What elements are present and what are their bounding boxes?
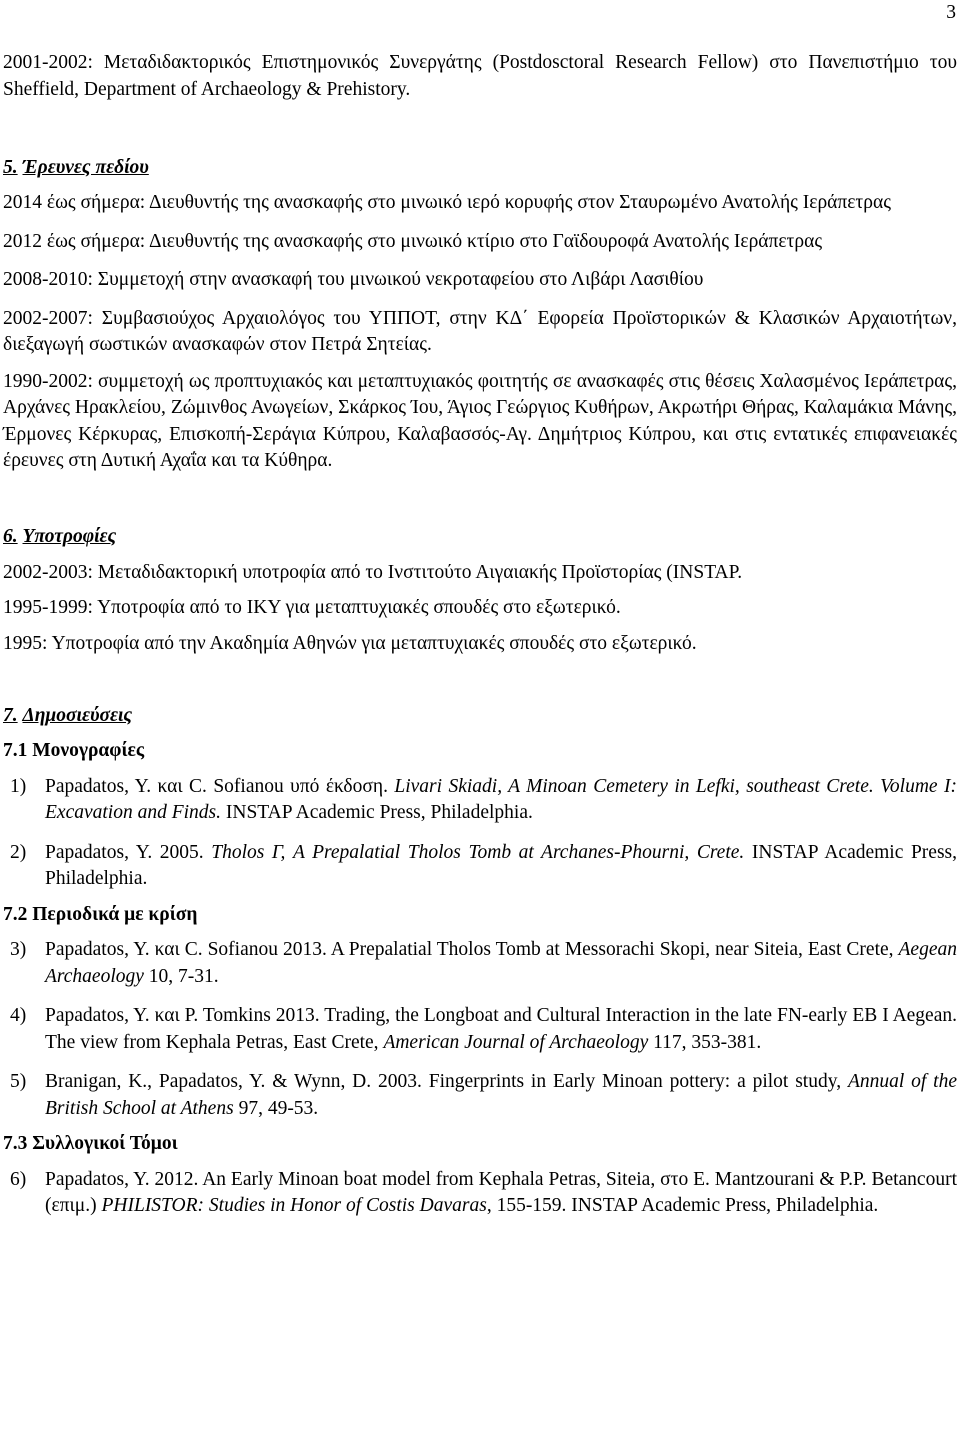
section-7-heading [3, 702, 957, 730]
scholarship-item: 2002-2003: Μεταδιδακτορική υποτροφία από το Ινστιτούτο Αιγαιακής Προϊστορίας (INSTAP. [3, 561, 743, 583]
fieldwork-item: 2014 έως σήμερα: Διευθυντής της ανασκαφής στο μινωικό ιερό κορυφής στον Σταυρωμένο Ανατολής Ιεράπετρας [3, 192, 891, 213]
page-number: 3 [946, 2, 956, 23]
fieldwork-item: 2002-2007: Συμβασιούχος Αρχαιολόγος του ΥΠΠΟΤ, στην ΚΔ΄ Εφορεία Προϊστορικών & Κλασικών Αρχαιοτήτων, διεξαγωγή σωστικών ανασκαφών στον Πετρά Σητείας. [3, 307, 957, 355]
section-6-number: 6. [3, 525, 18, 547]
publication-number: 3) [10, 939, 27, 960]
section-6-heading [3, 523, 957, 551]
subheading-edited-volumes: 7.3 Συλλογικοί Τόμοι [3, 1133, 178, 1154]
fieldwork-item: 2012 έως σήμερα: Διευθυντής της ανασκαφής στο μινωικό κτίριο στο Γαϊδουροφά Ανατολής Ιεράπετρας [3, 230, 823, 252]
section-6-title: Υποτροφίες [22, 525, 117, 547]
section-5-heading [3, 154, 957, 182]
scholarship-item: 1995-1999: Υποτροφία από το ΙΚΥ για μεταπτυχιακές σπουδές στο εξωτερικό. [3, 597, 621, 618]
publication-item: 3) Papadatos, Y. και C. Sofianou 2013. A Prepalatial Tholos Tomb at Messorachi Skopi, near Siteia, East Crete, Aegean Archaeology 10, 7-31. [10, 939, 957, 987]
publication-item: 1) Papadatos, Y. και C. Sofianou υπό έκδοση. Livari Skiadi, A Minoan Cemetery in Lefki, southeast Crete. Volume I: Excavation and Finds. INSTAP Academic Press, Philadelphia. [10, 775, 957, 823]
subheading-peer-reviewed: 7.2 Περιοδικά με κρίση [3, 903, 198, 925]
publication-number: 2) [10, 841, 27, 863]
section-7-number: 7. [3, 705, 18, 726]
fieldwork-item: 2008-2010: Συμμετοχή στην ανασκαφή του μινωικού νεκροταφείου στο Λιβάρι Λασιθίου [3, 269, 704, 290]
postdoc-entry: 2001-2002: Μεταδιδακτορικός Επιστημονικός Συνεργάτης (Postdosctoral Research Fellow) στο Πανεπιστήμιο του Sheffield, Department of Archaeology & Prehistory. [3, 52, 957, 100]
publication-number: 6) [10, 1168, 27, 1190]
section-5-title: Έρευνες πεδίου [22, 157, 149, 178]
subheading-monographs: 7.1 Μονογραφίες [3, 740, 145, 761]
fieldwork-item: 1990-2002: συμμετοχή ως προπτυχιακός και μεταπτυχιακός φοιτητής σε ανασκαφές στις θέσεις Χαλασμένος Ιεράπετρας, Αρχάνες Ηρακλείου, Ζώμινθος Ανωγείων, Σκάρκος Ίου, Άγιος Γεώργιος Κυθήρων, Ακρωτήρι Θήρας, Καλαμάκια Μάνης, Έρμονες Κέρκυρας, Επισκοπή-Σεράγια Κύπρου, Καλαβασσός-Αγ. Δημήτριος Κύπρου, και στις εντατικές επιφανειακές έρευνες στη Δυτική Αχαΐα και τα Κύθηρα. [3, 370, 957, 471]
publication-number: 5) [10, 1071, 27, 1092]
publication-item: 6) Papadatos, Y. 2012. An Early Minoan boat model from Kephala Petras, Siteia, στο E. Mantzourani & P.P. Betancourt (επιμ.) PHILISTOR: Studies in Honor of Costis Davaras, 155-159. INSTAP Academic Press, Philadelphia. [10, 1168, 957, 1216]
document-body [3, 50, 957, 1220]
publication-item: 5) Branigan, K., Papadatos, Y. & Wynn, D. 2003. Fingerprints in Early Minoan pottery: a pilot study, Annual of the British School at Athens 97, 49-53. [10, 1071, 957, 1119]
publication-item: 2) Papadatos, Y. 2005. Tholos Γ, A Prepalatial Tholos Tomb at Archanes-Phourni, Crete. INSTAP Academic Press, Philadelphia. [10, 841, 957, 889]
section-5-number: 5. [3, 157, 18, 178]
publication-number: 4) [10, 1005, 27, 1026]
publication-item: 4) Papadatos, Y. και P. Tomkins 2013. Trading, the Longboat and Cultural Interaction in the late FN-early EB I Aegean. The view from Kephala Petras, East Crete, American Journal of Archaeology 117, 353-381. [10, 1005, 957, 1053]
section-7-title: Δημοσιεύσεις [22, 705, 133, 726]
publication-number: 1) [10, 775, 27, 797]
scholarship-item: 1995: Υποτροφία από την Ακαδημία Αθηνών για μεταπτυχιακές σπουδές στο εξωτερικό. [3, 632, 697, 654]
